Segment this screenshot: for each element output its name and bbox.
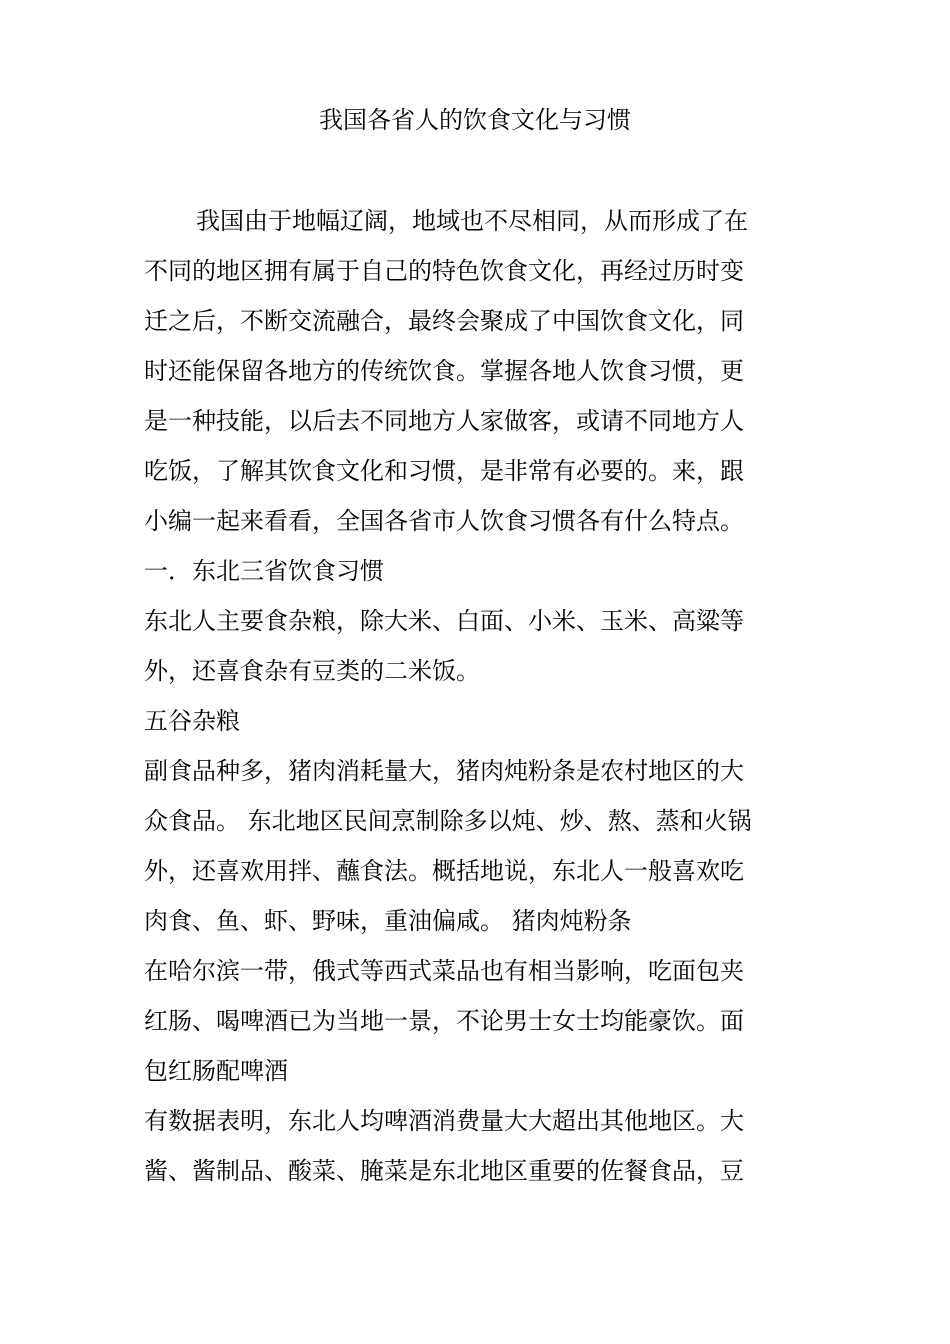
text-line: 不同的地区拥有属于自己的特色饮食文化，再经过历时变 [144, 257, 744, 285]
text-line: 我国由于地幅辽阔，地域也不尽相同，从而形成了在 [196, 207, 748, 235]
document-title: 我国各省人的饮食文化与习惯 [319, 106, 631, 134]
text-line: 包红肠配啤酒 [144, 1057, 288, 1085]
text-line: 外，还喜欢用拌、蘸食法。概括地说，东北人一般喜欢吃 [144, 857, 744, 885]
text-line: 五谷杂粮 [144, 707, 240, 735]
text-line: 吃饭，了解其饮食文化和习惯，是非常有必要的。来，跟 [144, 457, 744, 485]
text-line: 时还能保留各地方的传统饮食。掌握各地人饮食习惯，更 [144, 357, 744, 385]
text-line: 是一种技能，以后去不同地方人家做客，或请不同地方人 [144, 407, 744, 435]
text-line: 有数据表明，东北人均啤酒消费量大大超出其他地区。大 [144, 1107, 744, 1135]
text-line: 副食品种多，猪肉消耗量大，猪肉炖粉条是农村地区的大 [144, 757, 744, 785]
document-body [144, 196, 796, 1196]
text-line: 迁之后，不断交流融合，最终会聚成了中国饮食文化，同 [144, 307, 744, 335]
text-line: 酱、酱制品、酸菜、腌菜是东北地区重要的佐餐食品，豆 [144, 1157, 744, 1185]
text-line: 小编一起来看看，全国各省市人饮食习惯各有什么特点。 [144, 507, 744, 535]
text-line: 众食品。 东北地区民间烹制除多以炖、炒、熬、蒸和火锅 [144, 807, 752, 835]
text-line: 在哈尔滨一带，俄式等西式菜品也有相当影响，吃面包夹 [144, 957, 744, 985]
text-line: 外，还喜食杂有豆类的二米饭。 [144, 657, 480, 685]
text-line: 东北人主要食杂粮，除大米、白面、小米、玉米、高粱等 [144, 607, 744, 635]
text-line: 肉食、鱼、虾、野味，重油偏咸。 猪肉炖粉条 [144, 907, 632, 935]
section-heading: 一．东北三省饮食习惯 [144, 557, 384, 585]
text-line: 红肠、喝啤酒已为当地一景，不论男士女士均能豪饮。面 [144, 1007, 744, 1035]
